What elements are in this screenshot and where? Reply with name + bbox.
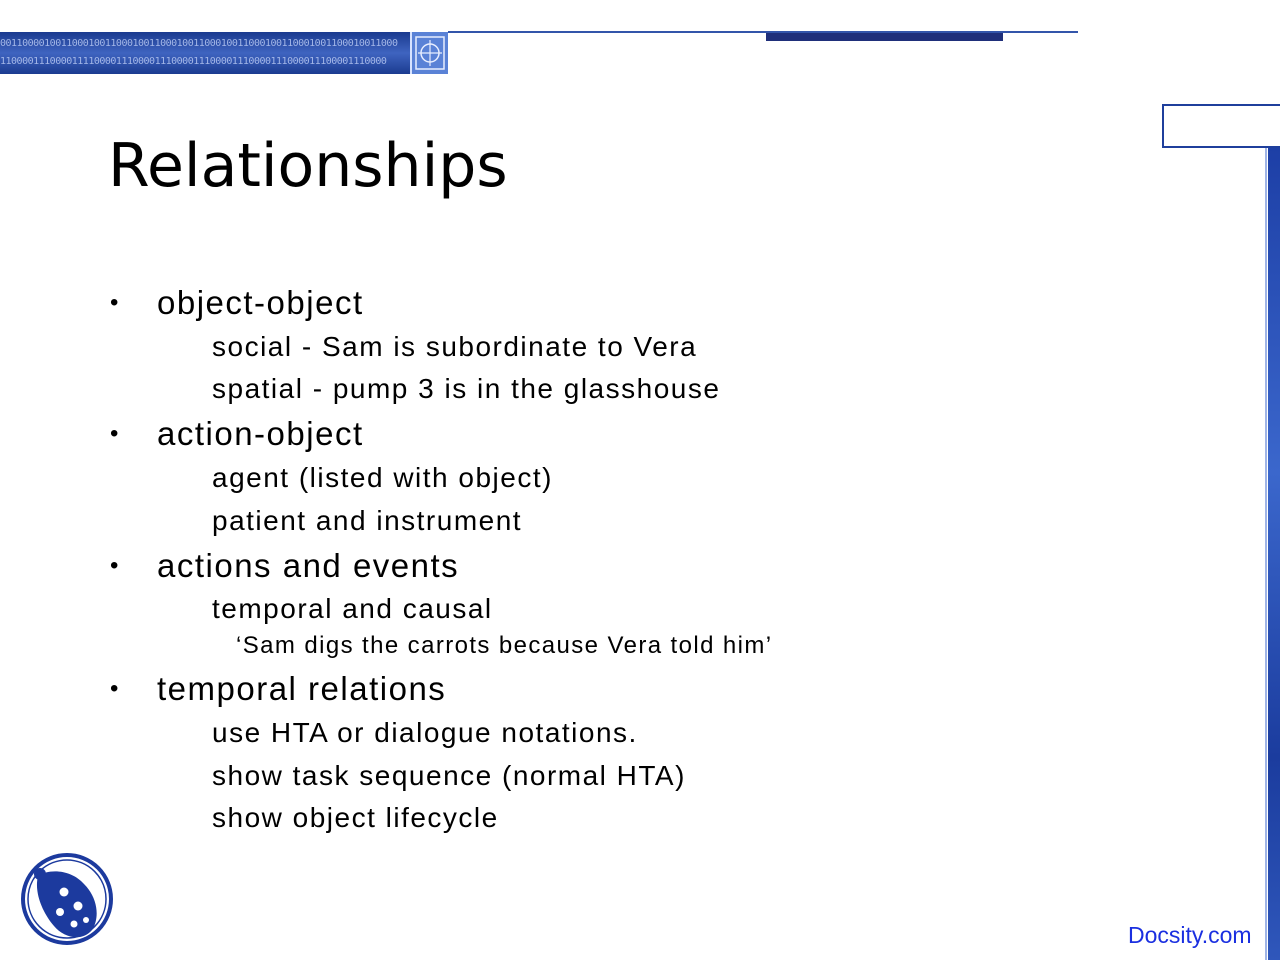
sub-item: use HTA or dialogue notations.: [212, 717, 638, 748]
side-stripe-highlight: [1265, 148, 1267, 960]
ladybug-logo-icon: [20, 852, 114, 946]
side-stripe: [1268, 148, 1280, 960]
docsity-link[interactable]: Docsity.com: [1128, 922, 1252, 948]
sub-item: agent (listed with object): [212, 462, 553, 493]
example-quote: ‘Sam digs the carrots because Vera told him’: [236, 632, 773, 659]
bullet-dot: •: [110, 675, 119, 702]
sub-item: temporal and causal: [212, 593, 493, 624]
bullet-dot: •: [110, 552, 119, 579]
banner-binary-text: 001100001001100010011000100110001001100010011000100110001001100010011000: [0, 38, 398, 49]
sub-item: show object lifecycle: [212, 802, 499, 833]
bullet-label: object-object: [157, 284, 364, 321]
banner-binary-text: 1100001110000111100001110000111000011100001110000111000011100001110000: [0, 56, 387, 67]
sub-item: spatial - pump 3 is in the glasshouse: [212, 373, 721, 404]
bullet-label: action-object: [157, 415, 364, 452]
bullet-dot: •: [110, 289, 119, 316]
corner-frame: [1162, 104, 1280, 148]
bullet-label: temporal relations: [157, 670, 447, 707]
slide-title: Relationships: [108, 131, 508, 201]
sub-item: patient and instrument: [212, 505, 523, 536]
sub-item: show task sequence (normal HTA): [212, 760, 686, 791]
bullet-dot: •: [110, 420, 119, 447]
sub-item: social - Sam is subordinate to Vera: [212, 331, 698, 362]
bullet-label: actions and events: [157, 547, 460, 584]
